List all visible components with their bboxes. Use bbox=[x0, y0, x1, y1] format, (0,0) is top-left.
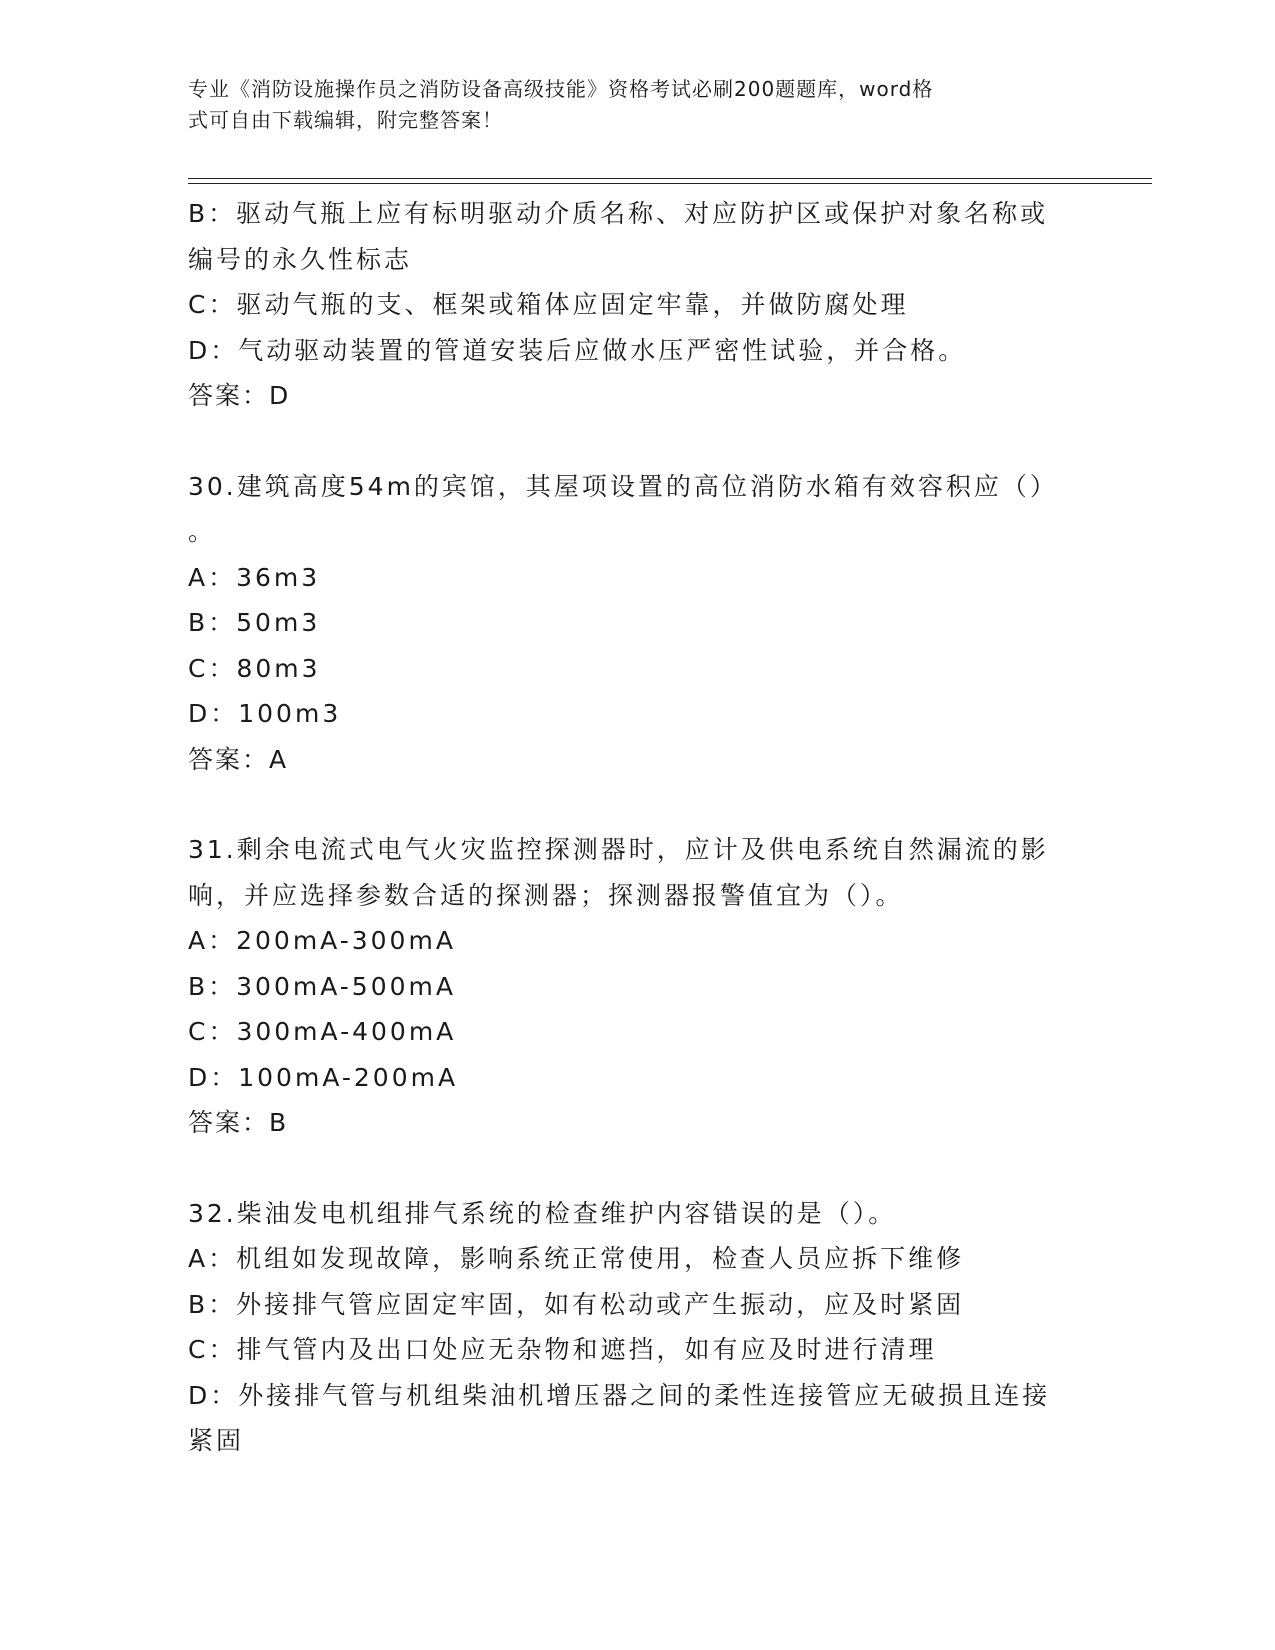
spacer bbox=[188, 1146, 1088, 1191]
option-d-continued: 紧固 bbox=[188, 1426, 245, 1455]
question-stem: 30.建筑高度54m的宾馆，其屋项设置的高位消防水箱有效容积应（） bbox=[188, 471, 1058, 501]
spacer bbox=[188, 782, 1088, 827]
option-d: D：100mA-200mA bbox=[188, 1062, 459, 1092]
header-line-2: 式可自由下载编辑，附完整答案！ bbox=[188, 108, 503, 132]
option-b: B：外接排气管应固定牢固，如有松动或产生振动，应及时紧固 bbox=[188, 1289, 965, 1319]
question-32 bbox=[188, 1191, 1088, 1464]
option-d: D：外接排气管与机组柴油机增压器之间的柔性连接管应无破损且连接 bbox=[188, 1380, 1051, 1410]
option-d: D：气动驱动装置的管道安装后应做水压严密性试验，并合格。 bbox=[188, 335, 967, 365]
option-a: A：36m3 bbox=[188, 562, 321, 592]
answer: 答案：B bbox=[188, 1108, 289, 1137]
header-line-1: 专业《消防设施操作员之消防设备高级技能》资格考试必刷200题题库，word格 bbox=[188, 77, 934, 101]
answer: 答案：A bbox=[188, 744, 289, 774]
question-stem: 32.柴油发电机组排气系统的检查维护内容错误的是（）。 bbox=[188, 1198, 897, 1228]
option-b-continued: 编号的永久性标志 bbox=[188, 244, 413, 274]
option-c: C：排气管内及出口处应无杂物和遮挡，如有应及时进行清理 bbox=[188, 1335, 937, 1364]
question-31 bbox=[188, 827, 1088, 1146]
spacer bbox=[188, 419, 1088, 464]
question-stem: 31.剩余电流式电气火灾监控探测器时，应计及供电系统自然漏流的影 bbox=[188, 835, 1049, 864]
answer: 答案：D bbox=[188, 381, 291, 410]
question-30 bbox=[188, 464, 1088, 783]
option-c: C：300mA-400mA bbox=[188, 1017, 457, 1046]
option-b: B：300mA-500mA bbox=[188, 971, 456, 1001]
question-stem-continued: 响，并应选择参数合适的探测器；探测器报警值宜为（）。 bbox=[188, 880, 904, 910]
document-header bbox=[188, 74, 1088, 136]
header-divider-bottom bbox=[188, 183, 1152, 184]
option-d: D：100m3 bbox=[188, 699, 342, 728]
option-b: B：驱动气瓶上应有标明驱动介质名称、对应防护区或保护对象名称或 bbox=[188, 199, 1049, 228]
header-divider-top bbox=[188, 178, 1152, 179]
question-content bbox=[188, 191, 1088, 1464]
option-a: A：200mA-300mA bbox=[188, 926, 456, 955]
option-b: B：50m3 bbox=[188, 608, 321, 637]
prev-question-block bbox=[188, 191, 1088, 419]
option-c: C：驱动气瓶的支、框架或箱体应固定牢靠，并做防腐处理 bbox=[188, 290, 909, 319]
option-a: A：机组如发现故障，影响系统正常使用，检查人员应拆下维修 bbox=[188, 1244, 965, 1273]
option-c: C：80m3 bbox=[188, 653, 321, 683]
question-stem-continued: 。 bbox=[188, 517, 217, 546]
